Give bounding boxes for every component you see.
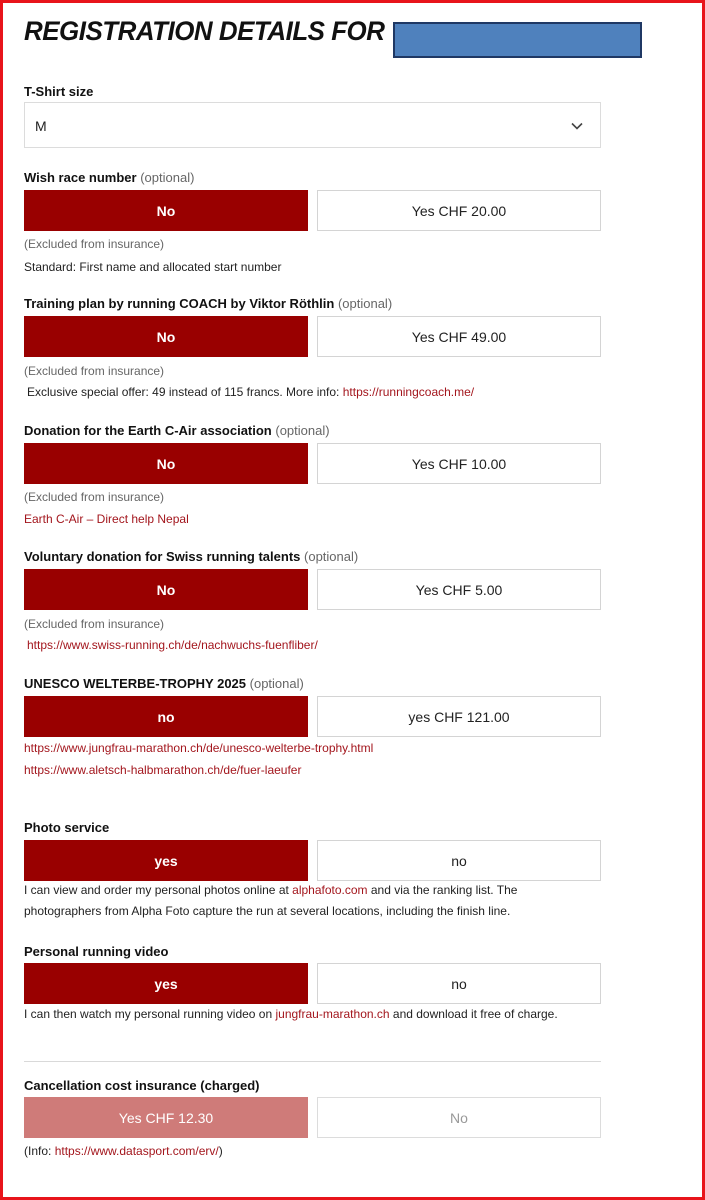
video-info — [24, 1004, 584, 1025]
swiss-running-link[interactable]: https://www.swiss-running.ch/de/nachwuchs-fuenfliber/ — [27, 638, 318, 652]
race-number-no-button[interactable]: No — [24, 190, 308, 231]
unesco-label — [24, 676, 304, 691]
photo-label: Photo service — [24, 820, 110, 835]
photo-info-text: I can view and order my personal photos online at — [24, 883, 293, 897]
donation-swiss-label-text: Voluntary donation for Swiss running talents — [24, 549, 301, 564]
tshirt-label: T-Shirt size — [24, 84, 94, 99]
video-no-button[interactable]: no — [317, 963, 601, 1004]
optional-tag: (optional) — [140, 170, 195, 185]
optional-tag: (optional) — [275, 423, 330, 438]
video-label: Personal running video — [24, 944, 169, 959]
training-yes-button[interactable]: Yes CHF 49.00 — [317, 316, 601, 357]
donation-swiss-label — [24, 549, 358, 564]
section-divider — [24, 1061, 601, 1062]
photo-info — [24, 880, 584, 922]
aletsch-link[interactable]: https://www.aletsch-halbmarathon.ch/de/fuer-laeufer — [24, 763, 302, 777]
video-info-text-rest: and download it free of charge. — [389, 1007, 558, 1021]
photo-no-button[interactable]: no — [317, 840, 601, 881]
donation-swiss-no-button[interactable]: No — [24, 569, 308, 610]
excluded-note: (Excluded from insurance) — [24, 237, 165, 251]
race-number-label-text: Wish race number — [24, 170, 137, 185]
tshirt-size-select[interactable] — [24, 102, 601, 148]
donation-earth-label-text: Donation for the Earth C-Air association — [24, 423, 272, 438]
unesco-label-text: UNESCO WELTERBE-TROPHY 2025 — [24, 676, 247, 691]
datasport-link[interactable]: https://www.datasport.com/erv/ — [54, 1144, 219, 1158]
donation-swiss-yes-button[interactable]: Yes CHF 5.00 — [317, 569, 601, 610]
runningcoach-link[interactable]: https://runningcoach.me/ — [342, 385, 475, 399]
jungfrau-marathon-link[interactable]: jungfrau-marathon.ch — [275, 1007, 390, 1021]
training-info-text: Exclusive special offer: 49 instead of 115 francs. More info: — [27, 385, 343, 399]
insurance-info-suffix: ) — [218, 1144, 223, 1158]
excluded-note: (Excluded from insurance) — [24, 490, 165, 504]
donation-earth-label — [24, 423, 330, 438]
insurance-info-prefix: (Info: — [24, 1144, 55, 1158]
insurance-info — [24, 1144, 223, 1158]
optional-tag: (optional) — [337, 296, 393, 311]
chevron-down-icon — [570, 119, 584, 133]
optional-tag: (optional) — [249, 676, 304, 691]
unesco-trophy-link[interactable]: https://www.jungfrau-marathon.ch/de/unesco-welterbe-trophy.html — [24, 741, 374, 755]
race-number-info: Standard: First name and allocated start number — [24, 260, 282, 274]
unesco-no-button[interactable]: no — [24, 696, 308, 737]
training-info — [27, 385, 474, 399]
tshirt-size-value: M — [35, 118, 47, 134]
redacted-name-box — [393, 22, 642, 58]
unesco-yes-button[interactable]: yes CHF 121.00 — [317, 696, 601, 737]
excluded-note: (Excluded from insurance) — [24, 364, 165, 378]
excluded-note: (Excluded from insurance) — [24, 617, 165, 631]
video-yes-button[interactable]: yes — [24, 963, 308, 1004]
race-number-label — [24, 170, 194, 185]
race-number-yes-button[interactable]: Yes CHF 20.00 — [317, 190, 601, 231]
insurance-no-button[interactable]: No — [317, 1097, 601, 1138]
training-label-text: Training plan by running COACH by Viktor Röthlin — [24, 296, 335, 311]
training-no-button[interactable]: No — [24, 316, 308, 357]
training-label — [24, 296, 392, 311]
video-info-text: I can then watch my personal running video on — [24, 1007, 276, 1021]
optional-tag: (optional) — [304, 549, 359, 564]
insurance-label: Cancellation cost insurance (charged) — [24, 1078, 260, 1093]
page-title: REGISTRATION DETAILS FOR — [24, 16, 385, 46]
photo-info-text-rest: and via the ranking list. The photographers from Alpha Foto capture the run at several locations, including the finish line. — [24, 883, 518, 918]
insurance-yes-button[interactable]: Yes CHF 12.30 — [24, 1097, 308, 1138]
alphafoto-link[interactable]: alphafoto.com — [292, 883, 368, 897]
photo-yes-button[interactable]: yes — [24, 840, 308, 881]
donation-earth-no-button[interactable]: No — [24, 443, 308, 484]
earth-c-air-link[interactable]: Earth C-Air – Direct help Nepal — [24, 512, 189, 526]
donation-earth-yes-button[interactable]: Yes CHF 10.00 — [317, 443, 601, 484]
